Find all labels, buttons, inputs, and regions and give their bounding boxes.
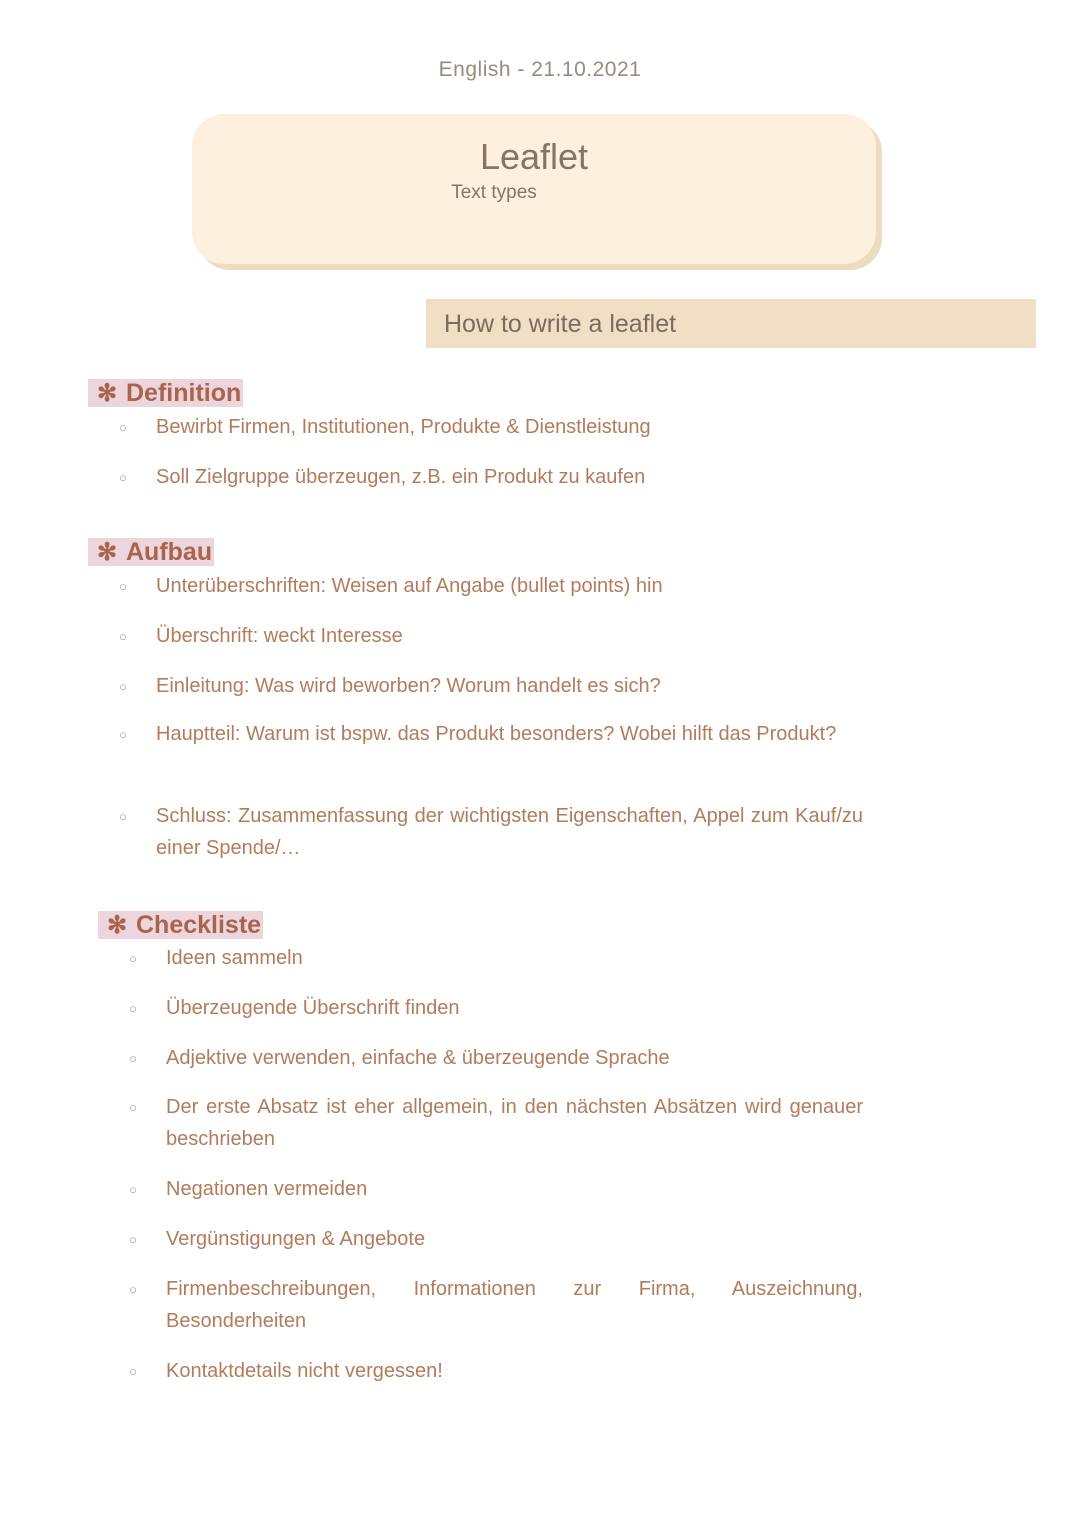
bullet-icon: ○	[129, 1282, 137, 1297]
asterisk-icon: ✻	[96, 539, 118, 566]
list-item: Überzeugende Überschrift finden	[166, 997, 460, 1019]
list-item: Unterüberschriften: Weisen auf Angabe (bullet points) hin	[156, 575, 663, 597]
section-heading-0	[88, 379, 243, 407]
bullet-icon: ○	[129, 951, 137, 966]
section-heading-text: Definition	[126, 379, 242, 407]
bullet-icon: ○	[119, 629, 127, 644]
bullet-icon: ○	[129, 1001, 137, 1016]
bullet-icon: ○	[129, 1051, 137, 1066]
list-item: Negationen vermeiden	[166, 1178, 368, 1200]
page-subtitle: Text types	[451, 182, 537, 203]
list-item: Der erste Absatz ist eher allgemein, in den nächsten Absätzen wird genauer beschrieben	[166, 1096, 863, 1150]
bullet-icon: ○	[119, 420, 127, 435]
list-item: Adjektive verwenden, einfache & überzeugende Sprache	[166, 1047, 670, 1069]
list-item: Ideen sammeln	[166, 947, 303, 969]
section-heading-2	[98, 911, 263, 939]
bullet-icon: ○	[129, 1232, 137, 1247]
asterisk-icon: ✻	[96, 380, 118, 407]
section-heading-1	[88, 538, 214, 566]
bullet-icon: ○	[119, 727, 127, 742]
section-heading-text: Aufbau	[126, 538, 213, 566]
list-item: Soll Zielgruppe überzeugen, z.B. ein Produkt zu kaufen	[156, 466, 646, 488]
list-item: Vergünstigungen & Angebote	[166, 1228, 426, 1250]
list-item: Einleitung: Was wird beworben? Worum handelt es sich?	[156, 675, 661, 697]
asterisk-icon: ✻	[106, 912, 128, 939]
section-banner	[426, 299, 1036, 348]
bullet-icon: ○	[129, 1100, 137, 1115]
bullet-icon: ○	[119, 579, 127, 594]
list-item: Kontaktdetails nicht vergessen!	[166, 1360, 443, 1382]
bullet-icon: ○	[119, 470, 127, 485]
list-item: Firmenbeschreibungen, Informationen zur Firma, Auszeichnung, Besonderheiten	[166, 1278, 863, 1332]
title-card	[192, 114, 876, 264]
list-item: Überschrift: weckt Interesse	[156, 625, 403, 647]
date-line: English - 21.10.2021	[438, 58, 642, 81]
list-item: Schluss: Zusammenfassung der wichtigsten Eigenschaften, Appel zum Kauf/zu einer Spende/…	[156, 805, 863, 859]
banner-text: How to write a leaflet	[444, 310, 677, 338]
bullet-icon: ○	[119, 809, 127, 824]
bullet-icon: ○	[129, 1364, 137, 1379]
page-title: Leaflet	[479, 136, 589, 177]
list-item: Bewirbt Firmen, Institutionen, Produkte & Dienstleistung	[156, 416, 651, 438]
list-item: Hauptteil: Warum ist bspw. das Produkt besonders? Wobei hilft das Produkt?	[156, 723, 837, 745]
section-heading-text: Checkliste	[136, 911, 262, 939]
bullet-icon: ○	[129, 1182, 137, 1197]
bullet-icon: ○	[119, 679, 127, 694]
